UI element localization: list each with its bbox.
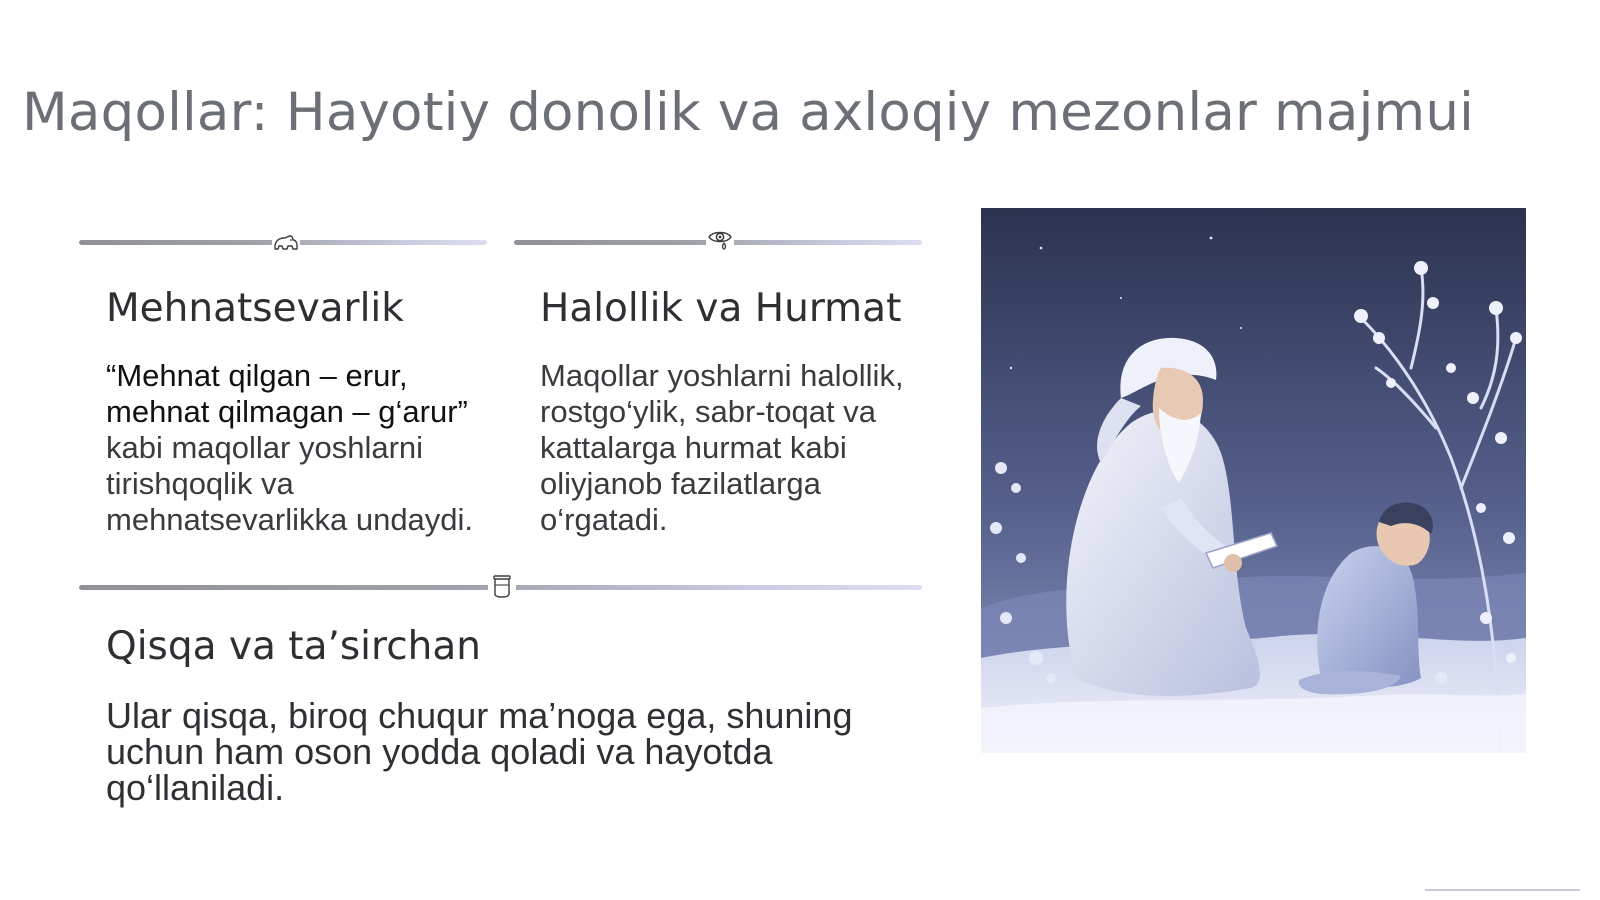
section-text-rest: kabi maqollar yoshlarni tirishqoqlik va mehnatsevarlikka undaydi. — [106, 430, 474, 537]
bear-icon — [272, 229, 300, 257]
section-heading: Mehnatsevarlik — [106, 286, 404, 331]
section-text: Ular qisqa, biroq chuqur ma’noga ega, shuning uchun ham oson yodda qoladi va hayotda qo‘llaniladi. — [106, 695, 853, 808]
section-text — [106, 358, 486, 538]
elder-and-child-illustration — [981, 208, 1526, 753]
slide-title: Maqollar: Hayotiy donolik va axloqiy mezonlar majmui — [22, 82, 1475, 143]
section-text: Maqollar yoshlarni halollik, rostgo‘ylik, sabr-toqat va kattalarga hurmat kabi oliyjanob fazilatlarga o‘rgatadi. — [540, 358, 904, 537]
section-heading: Qisqa va ta’sirchan — [106, 624, 481, 669]
section-heading: Halollik va Hurmat — [540, 286, 902, 331]
jar-icon — [488, 572, 516, 600]
proverb-quote: “Mehnat qilgan – erur, mehnat qilmagan – g‘arur” — [106, 358, 468, 429]
eye-icon — [706, 226, 734, 254]
slide-corner-line — [1425, 889, 1580, 891]
